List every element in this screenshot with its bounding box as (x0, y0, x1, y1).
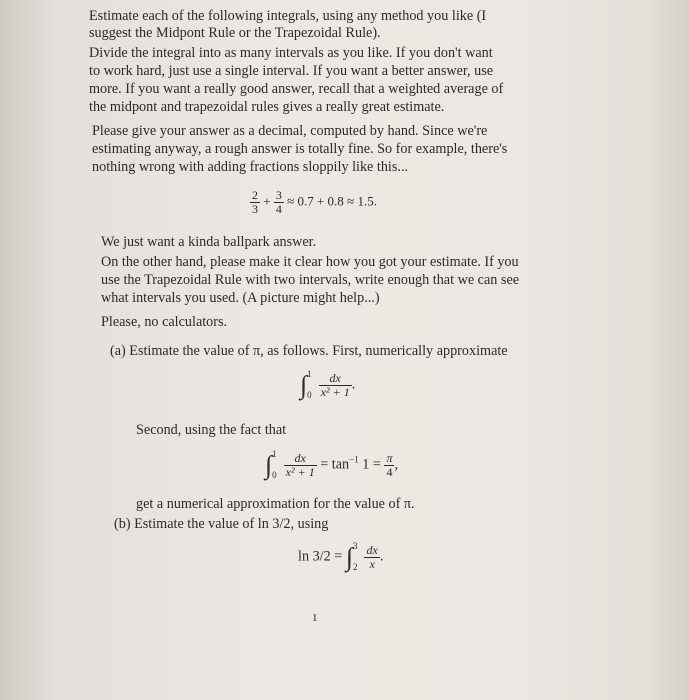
pi-over-4: $\frac{\pi}{4}$ (386, 450, 393, 479)
intro-line-4: to work hard, just use a single interval. If you want a better answer, use (89, 63, 494, 79)
intro-line-7: Please give your answer as a decimal, computed by hand. Since we're (92, 123, 488, 139)
fraction-example: $\frac{2}{3}$ + $\frac{3}{4}$ ≈ 0.7 + 0.8 ≈ 1.5. (252, 188, 377, 216)
intro-line-8: estimating anyway, a rough answer is totally fine. So for example, there's (92, 141, 508, 157)
fraction-3-4: $\frac{3}{4}$ (275, 188, 282, 216)
middle-line-4: what intervals you used. (A picture might help...) (101, 290, 380, 306)
part-a-integral-1: ∫ 1 0 $\frac{dx}{\text{x² + 1}}$ . (300, 369, 356, 400)
intro-line-3: Divide the integral into as many intervals as you like. If you don't want (89, 45, 493, 61)
part-b-integral: ln 3/2 = ∫ 3 2 $\frac{dx}{x}$ . (298, 541, 384, 572)
intro-line-6: the midpont and trapezoidal rules gives a really great estimate. (89, 99, 445, 115)
fraction-2-3: $\frac{2}{3}$ (252, 188, 258, 216)
intro-line-5: more. If you want a really good answer, recall that a weighted average of (89, 81, 504, 97)
part-b-question: (b) Estimate the value of ln 3/2, using (114, 516, 329, 532)
part-a-integral-2: ∫ 1 0 $\frac{dx}{\text{x² + 1}}$ = $\tan^{-1} 1$ = $\frac{\pi}{4}$ , (265, 449, 399, 480)
part-a-conclusion: get a numerical approximation for the value of π. (136, 496, 415, 512)
integrand-fraction-1: $\frac{dx}{\text{x² + 1}}$ (320, 370, 350, 399)
part-a-second-line: Second, using the fact that (136, 422, 287, 438)
middle-line-2: On the other hand, please make it clear how you got your estimate. If you (101, 254, 519, 270)
integrand-fraction-2: $\frac{dx}{\text{x² + 1}}$ (285, 450, 315, 479)
intro-line-9: nothing wrong with adding fractions sloppily like this... (92, 159, 409, 175)
middle-line-3: use the Trapezoidal Rule with two intervals, write enough that we can see (101, 272, 520, 288)
intro-line-1: Estimate each of the following integrals, using any method you like (I (89, 8, 487, 24)
photo-shading (649, 0, 689, 700)
page-number: 1 (312, 612, 318, 624)
middle-line-1: We just want a kinda ballpark answer. (101, 234, 317, 250)
middle-line-5: Please, no calculators. (101, 314, 228, 330)
integrand-fraction-3: $\frac{dx}{x}$ (366, 542, 378, 571)
intro-line-2: suggest the Midpont Rule or the Trapezoidal Rule). (89, 25, 381, 41)
part-a-question: (a) Estimate the value of π, as follows. First, numerically approximate (110, 343, 508, 359)
